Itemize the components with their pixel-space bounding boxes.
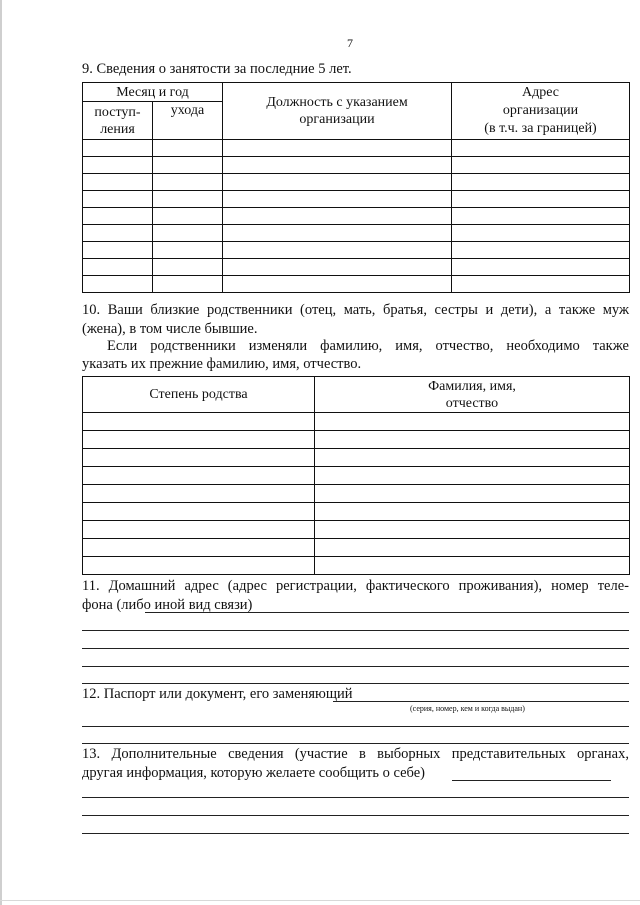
table-cell[interactable]	[315, 449, 630, 467]
table-row	[83, 191, 630, 208]
table-cell[interactable]	[83, 467, 315, 485]
header-full-name: Фамилия, имя, отчество	[315, 377, 630, 413]
address-fill-line[interactable]	[82, 666, 629, 667]
section-13-line-1: 13. Дополнительные сведения (участие в выборных представительных органах,	[82, 746, 629, 762]
table-cell[interactable]	[83, 259, 153, 276]
table-cell[interactable]	[153, 191, 223, 208]
table-cell[interactable]	[83, 413, 315, 431]
table-row	[83, 485, 630, 503]
header-month-year: Месяц и год	[83, 83, 223, 102]
additional-info-fill-line[interactable]	[82, 833, 629, 834]
table-cell[interactable]	[83, 557, 315, 575]
section-11-line-1: 11. Домашний адрес (адрес регистрации, фактического проживания), номер теле-	[82, 578, 629, 594]
section-10-paragraph-2-cont: указать их прежние фамилию, имя, отчество.	[82, 356, 362, 372]
address-fill-line[interactable]	[145, 612, 629, 613]
passport-fill-line[interactable]	[82, 726, 629, 727]
table-cell[interactable]	[153, 208, 223, 225]
address-fill-line[interactable]	[82, 683, 629, 684]
table-cell[interactable]	[452, 242, 630, 259]
table-cell[interactable]	[452, 157, 630, 174]
table-cell[interactable]	[83, 157, 153, 174]
table-cell[interactable]	[223, 140, 452, 157]
table-cell[interactable]	[223, 242, 452, 259]
table-cell[interactable]	[452, 259, 630, 276]
table-cell[interactable]	[223, 276, 452, 293]
address-fill-line[interactable]	[82, 630, 629, 631]
header-start: поступ- ления	[83, 102, 153, 140]
table-cell[interactable]	[153, 157, 223, 174]
table-cell[interactable]	[223, 157, 452, 174]
table-cell[interactable]	[452, 191, 630, 208]
table-cell[interactable]	[83, 242, 153, 259]
table-row	[83, 174, 630, 191]
table-cell[interactable]	[83, 539, 315, 557]
table-cell[interactable]	[452, 140, 630, 157]
scan-bottom-edge	[0, 900, 640, 901]
table-cell[interactable]	[223, 208, 452, 225]
scan-edge	[0, 0, 2, 905]
table-cell[interactable]	[223, 259, 452, 276]
additional-info-fill-line[interactable]	[82, 815, 629, 816]
employment-table	[82, 82, 630, 293]
table-cell[interactable]	[223, 191, 452, 208]
table-cell[interactable]	[83, 140, 153, 157]
table-row	[83, 539, 630, 557]
table-cell[interactable]	[83, 485, 315, 503]
table-row	[83, 413, 630, 431]
section-10-paragraph-1: 10. Ваши близкие родственники (отец, мать, братья, сестры и дети), а также муж	[82, 302, 629, 318]
passport-hint: (серия, номер, кем и когда выдан)	[410, 704, 525, 713]
header-address: Адрес организации (в т.ч. за границей)	[452, 83, 630, 140]
table-cell[interactable]	[83, 521, 315, 539]
table-cell[interactable]	[315, 413, 630, 431]
table-cell[interactable]	[153, 140, 223, 157]
table-row	[83, 140, 630, 157]
table-cell[interactable]	[223, 174, 452, 191]
additional-info-fill-line[interactable]	[82, 797, 629, 798]
table-row	[83, 242, 630, 259]
address-fill-line[interactable]	[82, 648, 629, 649]
page-number: 7	[347, 36, 353, 50]
section-11-line-2: фона (либо иной вид связи)	[82, 597, 253, 613]
section-10-paragraph-1-cont: (жена), в том числе бывшие.	[82, 321, 258, 337]
table-cell[interactable]	[83, 503, 315, 521]
header-relation: Степень родства	[83, 377, 315, 413]
section-10-paragraph-2: Если родственники изменяли фамилию, имя, отчество, необходимо также	[107, 338, 629, 354]
table-cell[interactable]	[315, 503, 630, 521]
table-cell[interactable]	[153, 259, 223, 276]
table-cell[interactable]	[315, 521, 630, 539]
table-cell[interactable]	[153, 276, 223, 293]
section-13-line-2: другая информация, которую желаете сообщить о себе)	[82, 765, 425, 781]
table-cell[interactable]	[83, 276, 153, 293]
table-row	[83, 431, 630, 449]
table-cell[interactable]	[153, 225, 223, 242]
table-cell[interactable]	[83, 208, 153, 225]
table-row	[83, 521, 630, 539]
section-9-title: 9. Сведения о занятости за последние 5 лет.	[82, 61, 352, 77]
table-row	[83, 157, 630, 174]
header-end: ухода	[153, 102, 223, 140]
table-cell[interactable]	[452, 174, 630, 191]
table-cell[interactable]	[452, 208, 630, 225]
additional-info-fill-line[interactable]	[452, 780, 611, 781]
table-row	[83, 208, 630, 225]
table-cell[interactable]	[83, 449, 315, 467]
section-12-title: 12. Паспорт или документ, его заменяющий	[82, 686, 353, 702]
table-row	[83, 467, 630, 485]
table-cell[interactable]	[83, 174, 153, 191]
table-cell[interactable]	[452, 225, 630, 242]
table-cell[interactable]	[315, 539, 630, 557]
table-cell[interactable]	[83, 225, 153, 242]
table-cell[interactable]	[153, 174, 223, 191]
table-row	[83, 225, 630, 242]
passport-fill-line[interactable]	[333, 701, 629, 702]
relatives-table	[82, 376, 630, 575]
table-cell[interactable]	[452, 276, 630, 293]
table-row	[83, 259, 630, 276]
header-position: Должность с указанием организации	[223, 83, 452, 140]
table-cell[interactable]	[223, 225, 452, 242]
table-cell[interactable]	[83, 431, 315, 449]
table-cell[interactable]	[315, 431, 630, 449]
table-cell[interactable]	[315, 467, 630, 485]
table-cell[interactable]	[153, 242, 223, 259]
table-row	[83, 449, 630, 467]
table-row	[83, 503, 630, 521]
passport-fill-line[interactable]	[82, 743, 629, 744]
table-row	[83, 557, 630, 575]
table-cell[interactable]	[315, 485, 630, 503]
table-cell[interactable]	[315, 557, 630, 575]
table-cell[interactable]	[83, 191, 153, 208]
table-row	[83, 276, 630, 293]
